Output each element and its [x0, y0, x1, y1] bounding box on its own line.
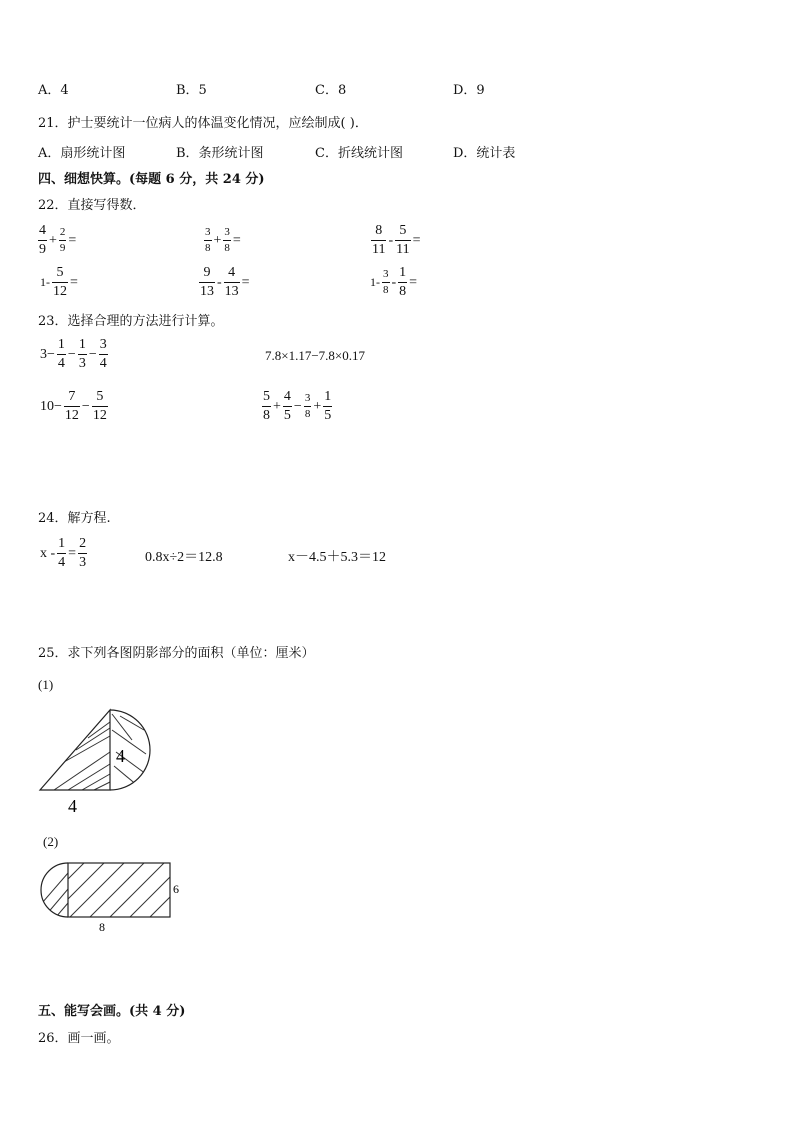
section-4-title: 四、细想快算。(每题 6 分，共 24 分): [38, 172, 265, 187]
q24-eq-2: 0.8x÷2＝12.8: [145, 550, 223, 565]
q22-item-6: 1- $\frac{3}{8}$ - $\frac{1}{8}$ =: [370, 265, 418, 299]
fig1-base-label: 4: [68, 796, 77, 816]
q20-option-a: A．4: [38, 83, 69, 98]
q25-figure-1: [34, 700, 164, 820]
q23-expr-4: $\frac{5}{8}$ + $\frac{4}{5}$ − $\frac{3}{8}$ + $\frac{1}{5}$: [263, 389, 332, 423]
q20-option-d: D．9: [453, 83, 485, 98]
q24-eq-3: x－4.5＋5.3＝12: [288, 550, 386, 565]
fig2-length-label: 8: [99, 920, 105, 934]
q23-expr-2: 7.8×1.17−7.8×0.17: [265, 348, 365, 363]
q26-stem: 26．画一画。: [38, 1031, 120, 1046]
q20-option-b: B．5: [176, 83, 207, 98]
q21-option-b: B．条形统计图: [176, 146, 264, 161]
q22-stem: 22．直接写得数．: [38, 198, 146, 213]
q21-option-a: A．扇形统计图: [38, 146, 126, 161]
q24-stem: 24．解方程.: [38, 511, 111, 526]
section-5-title: 五、能写会画。(共 4 分): [38, 1004, 186, 1019]
q22-item-5: $\frac{9}{13}$ - $\frac{4}{13}$ =: [200, 265, 250, 299]
q23-expr-1: 3− $\frac{1}{4}$ − $\frac{1}{3}$ − $\frac{3}{4}$: [40, 337, 107, 371]
q25-stem: 25．求下列各图阴影部分的面积（单位：厘米）: [38, 646, 315, 661]
q21-option-d: D．统计表: [453, 146, 516, 161]
q23-stem: 23．选择合理的方法进行计算。: [38, 314, 224, 329]
q25-fig1-label: (1): [38, 677, 54, 692]
q20-option-c: C．8: [315, 83, 347, 98]
q22-item-4: 1- $\frac{5}{12}$ =: [40, 265, 78, 299]
q25-figure-2: [34, 855, 194, 937]
q21-stem: 21．护士要统计一位病人的体温变化情况，应绘制成( )．: [38, 116, 368, 131]
fig1-height-label: 4: [116, 746, 125, 766]
q24-eq-1: x - $\frac{1}{4}$ = $\frac{2}{3}$: [40, 536, 87, 570]
q22-item-1: $\frac{4}{9}$ + $\frac{2}{9}$ =: [39, 223, 77, 257]
q22-item-3: $\frac{8}{11}$ - $\frac{5}{11}$ =: [372, 223, 421, 257]
q22-item-2: $\frac{3}{8}$ + $\frac{3}{8}$ =: [205, 226, 241, 254]
q21-option-c: C．折线统计图: [315, 146, 403, 161]
q23-expr-3: 10− $\frac{7}{12}$ − $\frac{5}{12}$: [40, 389, 107, 423]
q25-fig2-label: (2): [43, 834, 59, 849]
fig2-height-label: 6: [173, 882, 179, 896]
